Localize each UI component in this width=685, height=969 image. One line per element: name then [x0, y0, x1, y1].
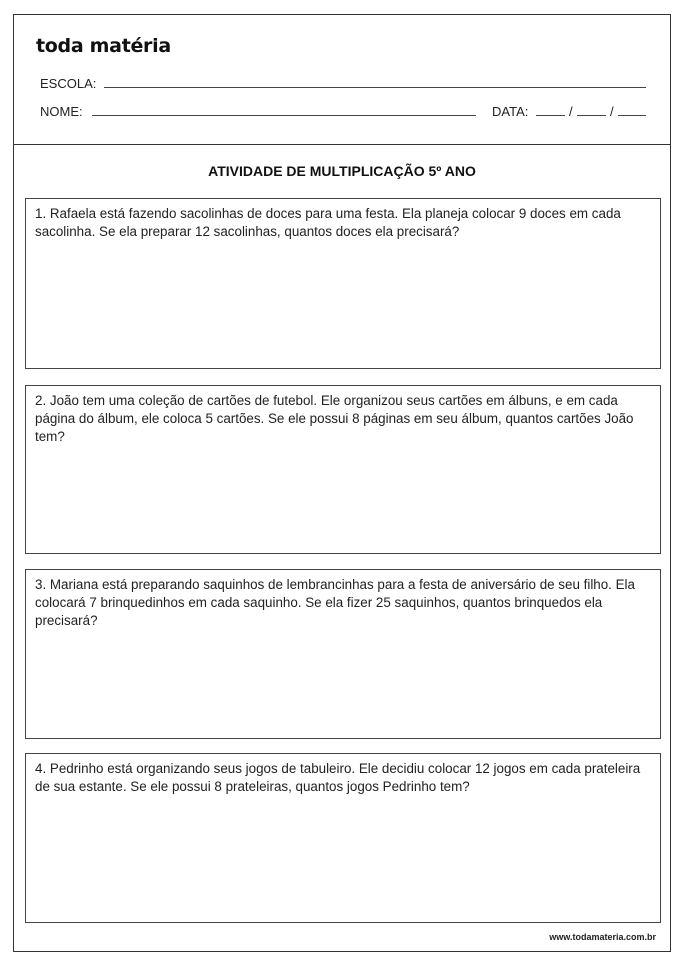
footer-url: www.todamateria.com.br — [549, 932, 656, 942]
date-day-field[interactable] — [536, 115, 565, 116]
header — [14, 15, 670, 145]
name-field[interactable] — [92, 115, 476, 116]
question-box-1[interactable]: 1. Rafaela está fazendo sacolinhas de doces para uma festa. Ela planeja colocar 9 doces em cada sacolinha. Se ela preparar 12 sacolinhas, quantos doces ela precisará? — [25, 198, 661, 369]
page-title: ATIVIDADE DE MULTIPLICAÇÃO 5º ANO — [208, 163, 476, 179]
date-year-field[interactable] — [618, 115, 646, 116]
date-label: DATA: — [492, 104, 529, 119]
date-separator: / — [610, 104, 614, 119]
worksheet — [13, 14, 671, 952]
date-month-field[interactable] — [577, 115, 606, 116]
question-box-2[interactable]: 2. João tem uma coleção de cartões de futebol. Ele organizou seus cartões em álbuns, e em cada página do álbum, ele coloca 5 cartões. Se ele possui 8 páginas em seu álbum, quantos cartões João tem? — [25, 385, 661, 554]
school-label: ESCOLA: — [40, 76, 97, 91]
name-label: NOME: — [40, 104, 83, 119]
date-separator: / — [569, 104, 573, 119]
question-box-4[interactable]: 4. Pedrinho está organizando seus jogos de tabuleiro. Ele decidiu colocar 12 jogos em cada prateleira de sua estante. Se ele possui 8 prateleiras, quantos jogos Pedrinho tem? — [25, 753, 661, 923]
logo: toda matéria — [36, 35, 171, 57]
question-box-3[interactable]: 3. Mariana está preparando saquinhos de lembrancinhas para a festa de aniversário de seu filho. Ela colocará 7 brinquedinhos em cada saquinho. Se ela fizer 25 saquinhos, quantos brinquedos ela precisará? — [25, 569, 661, 739]
school-field[interactable] — [104, 87, 646, 88]
